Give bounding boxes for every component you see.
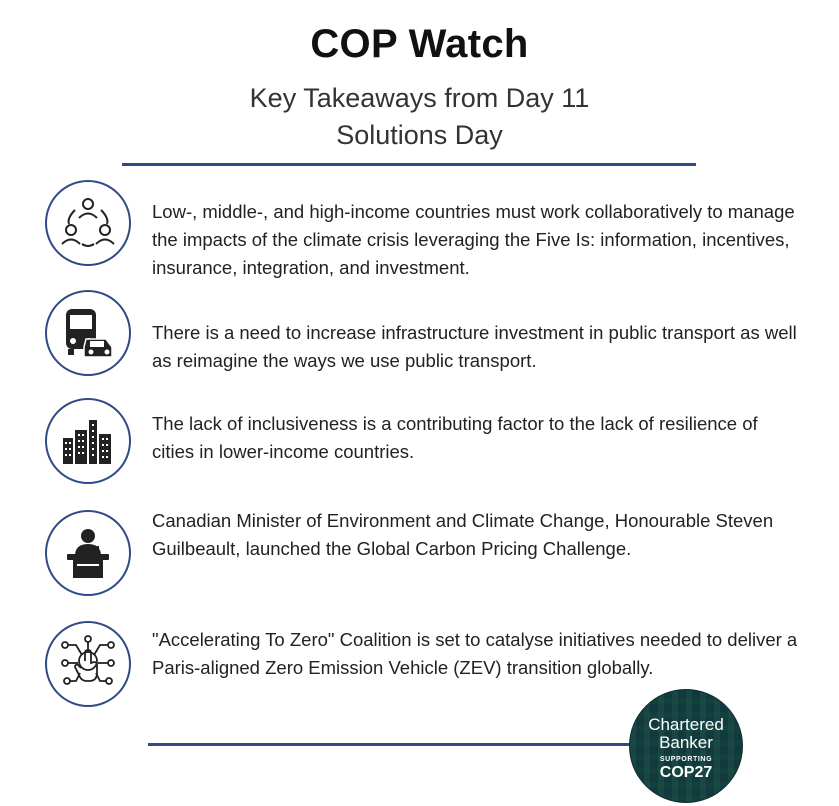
takeaway-text: The lack of inclusiveness is a contributing factor to the lack of resilience of cities in lower-income countries. — [152, 413, 758, 462]
takeaway-text: "Accelerating To Zero" Coalition is set to catalyse initiatives needed to deliver a Paris-aligned Zero Emission Vehicle (ZEV) transition globally. — [152, 629, 798, 678]
logo-text-banker: Banker — [659, 733, 713, 752]
page-subtitle-day: Solutions Day — [336, 120, 503, 150]
page-subtitle: Key Takeaways from Day 11 — [249, 83, 590, 113]
bottom-divider — [148, 743, 638, 746]
takeaway-text: Low-, middle-, and high-income countries must work collaboratively to manage the impacts of the climate crisis leveraging the Five Is: information, incentives, insurance, integration, and investment. — [152, 201, 795, 278]
logo-text-chartered: Chartered — [648, 715, 724, 734]
chartered-banker-cop27-logo — [630, 690, 742, 802]
top-divider — [122, 163, 696, 166]
logo-text-cop27: COP27 — [659, 764, 713, 781]
logo-text-supporting: SUPPORTING — [659, 756, 713, 763]
takeaway-text: There is a need to increase infrastructure investment in public transport as well as reimagine the ways we use public transport. — [152, 322, 797, 371]
collaboration-icon — [45, 180, 131, 266]
network-touch-icon — [45, 621, 131, 707]
speaker-podium-icon — [45, 510, 131, 596]
city-buildings-icon — [45, 398, 131, 484]
bus-car-icon — [45, 290, 131, 376]
page-title: COP Watch — [310, 22, 529, 66]
takeaway-text: Canadian Minister of Environment and Climate Change, Honourable Steven Guilbeault, launched the Global Carbon Pricing Challenge. — [152, 510, 774, 559]
